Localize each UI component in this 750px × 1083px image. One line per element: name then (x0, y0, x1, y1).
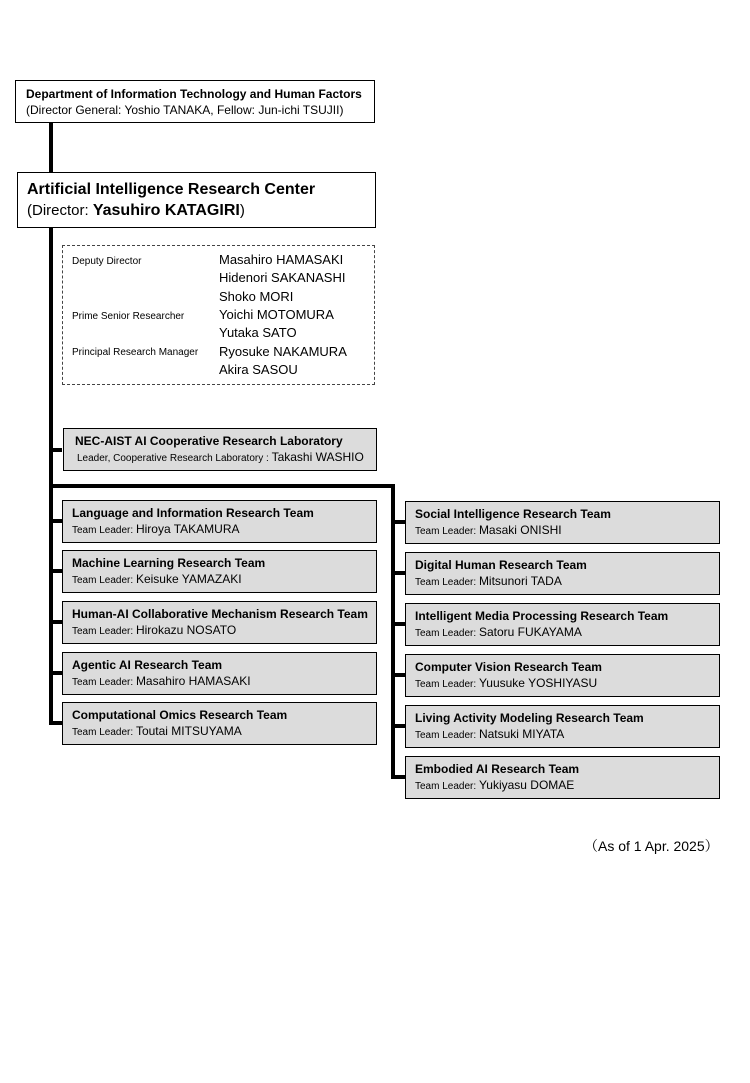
team-box-living-activity (405, 705, 720, 748)
team-leader: Yuusuke YOSHIYASU (478, 676, 598, 690)
team-leader: Toutai MITSUYAMA (135, 724, 242, 738)
team-box-computer-vision (405, 654, 720, 697)
department-subtitle: (Director General: Yoshio TANAKA, Fellow: Jun-ichi TSUJII) (26, 103, 344, 117)
team-title: Social Intelligence Research Team (415, 507, 611, 521)
team-box-language (62, 500, 377, 543)
team-box-agentic-ai (62, 652, 377, 695)
team-leader-label: Team Leader: (415, 679, 479, 690)
team-title: Computer Vision Research Team (415, 660, 602, 674)
director-prefix: (Director: (27, 202, 93, 219)
center-title: Artificial Intelligence Research Center (27, 181, 316, 198)
team-title: Living Activity Modeling Research Team (415, 711, 644, 725)
team-box-embodied-ai (405, 756, 720, 799)
deputy-name: Shoko MORI (219, 289, 294, 304)
team-leader: Hiroya TAKAMURA (135, 522, 240, 536)
team-box-social-intelligence (405, 501, 720, 544)
team-leader-label: Team Leader: (415, 730, 479, 741)
deputy-name: Hidenori SAKANASHI (219, 270, 346, 285)
cooperative-lab-box (63, 428, 377, 471)
team-leader-label: Team Leader: (72, 575, 136, 586)
center-box (17, 172, 376, 228)
team-box-digital-human (405, 552, 720, 595)
team-leader-label: Team Leader: (72, 727, 136, 738)
cooperative-lab-title: NEC-AIST AI Cooperative Research Laboratory (75, 434, 343, 448)
team-leader-label: Team Leader: (72, 677, 136, 688)
director-name: Yasuhiro KATAGIRI (92, 202, 240, 219)
team-leader-label: Team Leader: (72, 525, 136, 536)
team-title: Language and Information Research Team (72, 506, 314, 520)
prime-senior-name: Yoichi MOTOMURA (219, 307, 334, 322)
team-title: Intelligent Media Processing Research Team (415, 609, 669, 623)
team-box-computational-omics (62, 702, 377, 745)
deputy-name: Masahiro HAMASAKI (219, 252, 344, 267)
team-leader: Masaki ONISHI (478, 523, 562, 537)
department-box (15, 80, 375, 123)
team-leader: Mitsunori TADA (478, 574, 562, 588)
team-leader: Masahiro HAMASAKI (135, 674, 251, 688)
team-title: Machine Learning Research Team (72, 556, 266, 570)
team-leader-label: Team Leader: (415, 526, 479, 537)
as-of-date: （As of 1 Apr. 2025） (584, 838, 719, 854)
center-director (27, 200, 366, 221)
principal-manager-name: Akira SASOU (219, 362, 298, 377)
team-title: Agentic AI Research Team (72, 658, 223, 672)
team-leader: Natsuki MIYATA (478, 727, 565, 741)
team-leader: Yukiyasu DOMAE (478, 778, 575, 792)
team-leader-label: Team Leader: (415, 628, 479, 639)
team-box-human-ai (62, 601, 377, 644)
department-title: Department of Information Technology and Human Factors (26, 87, 362, 101)
team-leader: Keisuke YAMAZAKI (135, 572, 242, 586)
team-title: Digital Human Research Team (415, 558, 587, 572)
cooperative-lab-leader: Takashi WASHIO (271, 450, 364, 464)
team-leader: Satoru FUKAYAMA (478, 625, 582, 639)
team-title: Embodied AI Research Team (415, 762, 580, 776)
prime-senior-name: Yutaka SATO (219, 325, 297, 340)
team-leader-label: Team Leader: (415, 781, 479, 792)
deputy-box (62, 245, 375, 385)
team-leader-label: Team Leader: (72, 626, 136, 637)
team-title: Computational Omics Research Team (72, 708, 288, 722)
team-leader-label: Team Leader: (415, 577, 479, 588)
team-box-machine-learning (62, 550, 377, 593)
role-prime-senior-researcher: Prime Senior Researcher (72, 311, 185, 322)
principal-manager-name: Ryosuke NAKAMURA (219, 344, 347, 359)
team-box-intelligent-media (405, 603, 720, 646)
cooperative-lab-leader-label: Leader, Cooperative Research Laboratory : (77, 453, 272, 464)
team-leader: Hirokazu NOSATO (135, 623, 237, 637)
role-principal-research-manager: Principal Research Manager (72, 347, 199, 358)
director-suffix: ) (239, 202, 245, 219)
team-title: Human-AI Collaborative Mechanism Research Team (72, 607, 368, 621)
role-deputy-director: Deputy Director (72, 256, 142, 267)
